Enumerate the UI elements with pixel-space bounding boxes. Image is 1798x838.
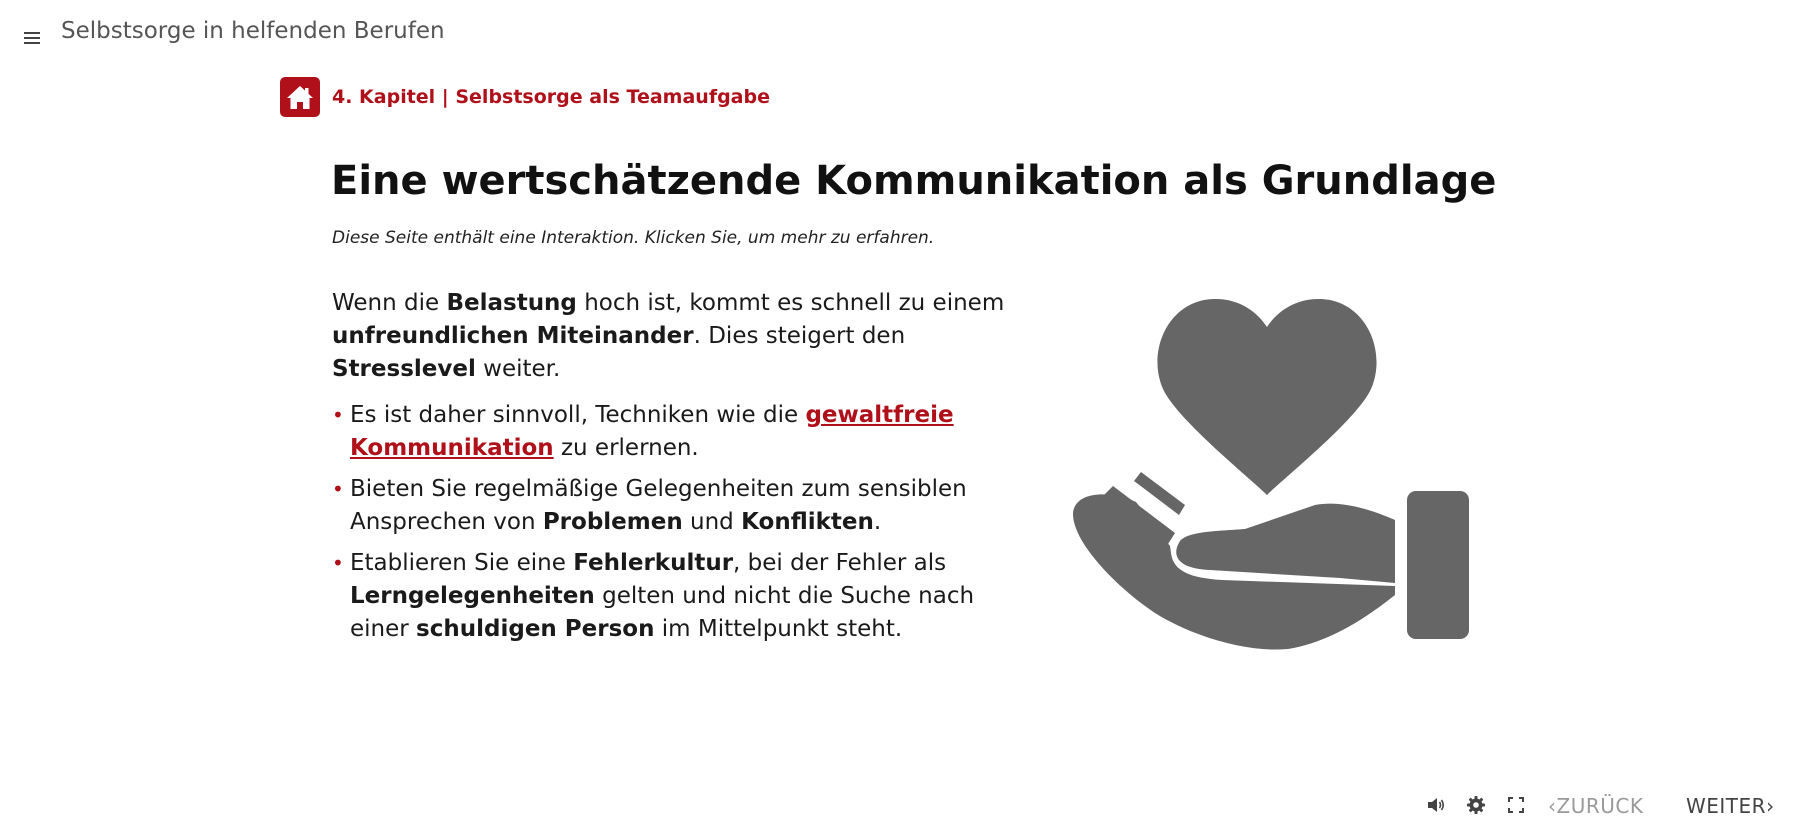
bullet-text: Es ist daher sinnvoll, Techniken wie die xyxy=(350,402,806,428)
bullet-list xyxy=(332,399,1012,646)
bullet-text: . xyxy=(873,509,882,535)
intro-text: Wenn die xyxy=(332,290,447,316)
bullet-bold: Konflikten xyxy=(741,509,874,535)
chapter-header xyxy=(280,77,770,117)
content-text xyxy=(332,287,1012,654)
back-button[interactable] xyxy=(1548,793,1643,819)
intro-bold: Belastung xyxy=(446,290,577,316)
intro-text: . Dies steigert den xyxy=(693,323,906,349)
chevron-right-icon: › xyxy=(1766,794,1775,818)
page-title: Eine wertschätzende Kommunikation als Grundlage xyxy=(331,158,1497,204)
audio-icon[interactable] xyxy=(1424,793,1448,817)
bullet-text: zu erlernen. xyxy=(553,435,699,461)
bullet-item xyxy=(332,547,1012,646)
bullet-text: Etablieren Sie eine xyxy=(350,550,574,576)
chapter-label: 4. Kapitel | Selbstsorge als Teamaufgabe xyxy=(332,86,770,108)
next-label: WEITER xyxy=(1686,794,1767,818)
interaction-hint: Diese Seite enthält eine Interaktion. Klicken Sie, um mehr zu erfahren. xyxy=(332,228,935,248)
intro-text: weiter. xyxy=(475,356,561,382)
top-bar xyxy=(0,0,1798,66)
bullet-text: , bei der Fehler als xyxy=(733,550,947,576)
next-button[interactable] xyxy=(1686,793,1775,819)
intro-bold: Stresslevel xyxy=(332,356,476,382)
home-icon xyxy=(286,84,314,110)
hamburger-icon[interactable] xyxy=(22,30,42,46)
bullet-bold: Fehlerkultur xyxy=(573,550,734,576)
bottom-controls xyxy=(0,793,1798,823)
intro-text: hoch ist, kommt es schnell zu einem xyxy=(576,290,1005,316)
back-label: ZURÜCK xyxy=(1556,794,1644,818)
bullet-item xyxy=(332,399,1012,465)
gewaltfreie-kommunikation-link[interactable]: gewaltfreie Kommunikation xyxy=(350,402,954,461)
chevron-left-icon: ‹ xyxy=(1548,794,1557,818)
home-button[interactable] xyxy=(280,77,320,117)
intro-paragraph xyxy=(332,287,1012,386)
course-title: Selbstsorge in helfenden Berufen xyxy=(61,18,445,44)
bullet-bold: schuldigen Person xyxy=(416,616,655,642)
intro-bold: unfreundlichen Miteinander xyxy=(332,323,694,349)
gear-icon[interactable] xyxy=(1464,793,1488,817)
bullet-text: gelten und nicht die Suche nach einer xyxy=(350,583,975,642)
bullet-text: Bieten Sie regelmäßige Gelegenheiten zum sensiblen Ansprechen von xyxy=(350,476,967,535)
bullet-bold: Problemen xyxy=(542,509,683,535)
fullscreen-icon[interactable] xyxy=(1504,793,1528,817)
heart-in-hand-icon xyxy=(1070,295,1470,655)
bullet-text: im Mittelpunkt steht. xyxy=(654,616,903,642)
bullet-item xyxy=(332,473,1012,539)
bullet-text: und xyxy=(682,509,742,535)
bullet-bold: Lerngelegenheiten xyxy=(350,583,595,609)
